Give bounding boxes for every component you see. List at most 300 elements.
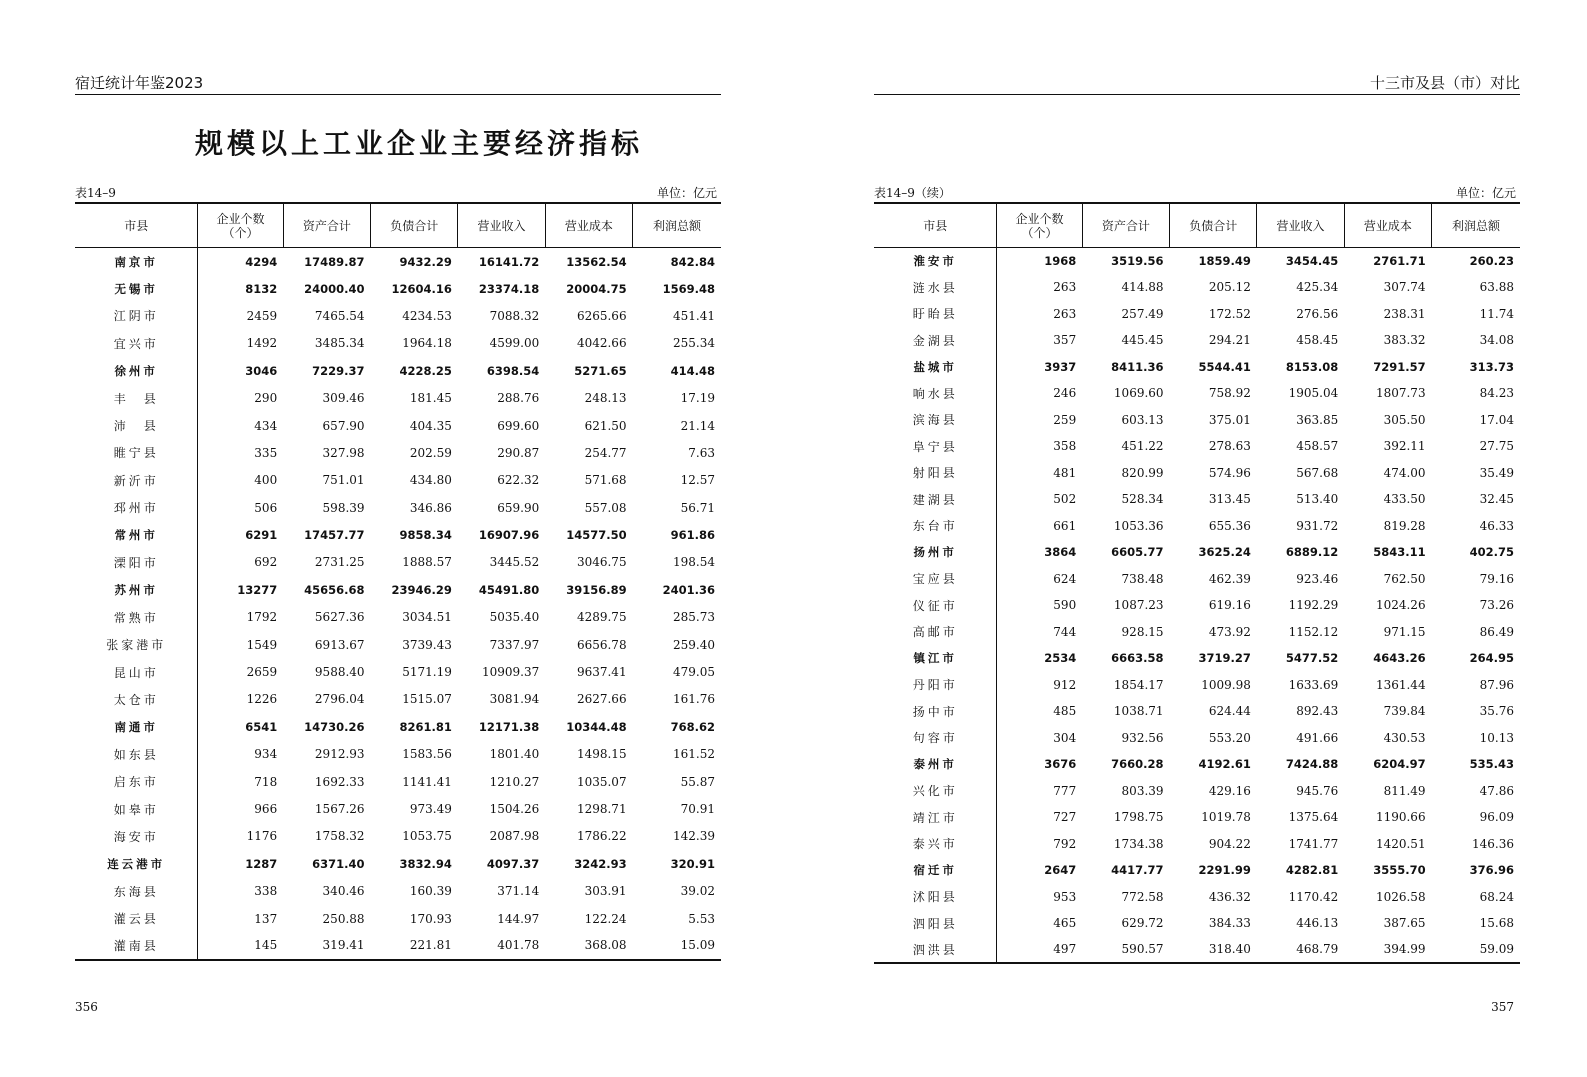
table-cell: 371.14: [497, 884, 540, 899]
table-cell: 313.45: [1208, 492, 1251, 507]
column-header: 资产合计: [283, 203, 370, 248]
table-cell: 161.76: [673, 692, 715, 707]
table-cell: 7291.57: [1373, 359, 1426, 374]
table-cell: 35.49: [1479, 465, 1514, 480]
region-name: 连云港市: [75, 850, 198, 877]
table-cell: 3242.93: [574, 856, 627, 871]
table-row: [874, 274, 1520, 301]
table-cell: 3676: [1044, 757, 1077, 772]
table-cell: 502: [1053, 492, 1077, 507]
table-cell: 1801.40: [489, 747, 540, 762]
table-cell: 39156.89: [566, 582, 627, 597]
table-cell: 27.75: [1479, 439, 1514, 454]
table-cell: 276.56: [1296, 306, 1339, 321]
table-cell: 513.40: [1296, 492, 1339, 507]
region-name: 新沂市: [75, 467, 198, 494]
table-number: 表14–9: [75, 186, 116, 200]
table-row: [874, 513, 1520, 540]
table-cell: 320.91: [670, 856, 715, 871]
table-cell: 624.44: [1208, 704, 1251, 719]
table-cell: 1152.12: [1288, 624, 1339, 639]
table-cell: 394.99: [1383, 942, 1426, 957]
table-cell: 553.20: [1208, 730, 1251, 745]
table-cell: 56.71: [680, 500, 715, 515]
region-name: 邳州市: [75, 494, 198, 521]
region-name: 句容市: [874, 725, 997, 752]
column-header: 企业个数 （个）: [198, 203, 283, 248]
table-cell: 63.88: [1479, 280, 1514, 295]
header-rule: [75, 94, 721, 95]
table-cell: 45656.68: [304, 582, 365, 597]
table-cell: 590.57: [1121, 942, 1164, 957]
table-cell: 250.88: [322, 911, 365, 926]
region-name: 淮安市: [874, 248, 997, 275]
table-cell: 161.52: [673, 747, 715, 762]
table-cell: 304: [1053, 730, 1077, 745]
table-cell: 571.68: [584, 473, 627, 488]
region-name: 苏州市: [75, 576, 198, 603]
region-name: 仪征市: [874, 592, 997, 619]
table-cell: 1504.26: [489, 802, 540, 816]
table-cell: 263: [1053, 306, 1077, 321]
table-cell: 2087.98: [489, 829, 540, 844]
table-cell: 144.97: [497, 911, 540, 926]
table-cell: 5627.36: [314, 610, 365, 625]
region-name: 泰兴市: [874, 831, 997, 858]
table-cell: 1287: [245, 856, 278, 871]
table-cell: 6291: [245, 528, 278, 543]
region-name: 灌南县: [75, 932, 198, 959]
table-row: [75, 631, 721, 658]
column-header: 营业成本: [545, 203, 632, 248]
table-cell: 122.24: [584, 911, 627, 926]
table-cell: 160.39: [409, 884, 452, 899]
table-cell: 357: [1053, 333, 1077, 348]
region-name: 南通市: [75, 713, 198, 740]
table-cell: 655.36: [1208, 518, 1251, 533]
table-row: [874, 539, 1520, 566]
table-cell: 7424.88: [1285, 757, 1339, 772]
table-cell: 433.50: [1383, 492, 1426, 507]
table-cell: 2459: [246, 308, 278, 323]
table-cell: 145: [254, 938, 278, 953]
table-cell: 6663.58: [1111, 651, 1164, 666]
table-cell: 4294: [245, 255, 278, 270]
table-row: [874, 354, 1520, 381]
region-name: 如皋市: [75, 795, 198, 822]
table-cell: 621.50: [584, 418, 627, 433]
region-name: 射阳县: [874, 460, 997, 487]
table-cell: 319.41: [322, 938, 365, 953]
table-cell: 659.90: [497, 500, 540, 515]
table-cell: 699.60: [497, 418, 540, 433]
region-name: 金湖县: [874, 327, 997, 354]
table-cell: 5171.19: [402, 665, 452, 680]
table-cell: 619.16: [1208, 598, 1251, 613]
table-cell: 434: [254, 418, 278, 433]
table-cell: 263: [1053, 280, 1077, 295]
table-cell: 528.34: [1121, 492, 1164, 507]
table-cell: 17.04: [1479, 412, 1514, 427]
table-row: [874, 486, 1520, 513]
table-row: [75, 850, 721, 877]
table-header-row: [75, 203, 721, 248]
table-cell: 819.28: [1383, 518, 1426, 533]
table-cell: 290.87: [497, 445, 540, 460]
region-name: 泗洪县: [874, 937, 997, 964]
table-cell: 4599.00: [489, 336, 540, 351]
header-rule: [874, 94, 1520, 95]
table-cell: 327.98: [322, 445, 365, 460]
table-cell: 1758.32: [314, 829, 365, 844]
region-name: 灌云县: [75, 905, 198, 932]
region-name: 海安市: [75, 823, 198, 850]
table-cell: 803.39: [1121, 783, 1164, 798]
region-name: 盐城市: [874, 354, 997, 381]
table-cell: 2291.99: [1198, 863, 1251, 878]
table-cell: 307.74: [1383, 280, 1426, 295]
table-cell: 1964.18: [402, 336, 452, 351]
table-cell: 1053.75: [402, 829, 452, 844]
region-name: 东台市: [874, 513, 997, 540]
table-cell: 305.50: [1383, 412, 1426, 427]
table-cell: 1024.26: [1375, 598, 1426, 613]
table-cell: 376.96: [1469, 863, 1514, 878]
table-row: [75, 795, 721, 822]
table-cell: 1298.71: [576, 802, 627, 816]
table-cell: 368.08: [584, 938, 627, 953]
table-cell: 2731.25: [314, 555, 365, 570]
table-row: [75, 439, 721, 466]
table-row: [874, 566, 1520, 593]
table-cell: 3625.24: [1198, 545, 1251, 560]
table-cell: 254.77: [584, 445, 627, 460]
table-cell: 1035.07: [576, 774, 627, 789]
table-cell: 205.12: [1208, 280, 1251, 295]
table-cell: 468.79: [1296, 942, 1339, 957]
table-cell: 7465.54: [314, 308, 365, 323]
region-name: 启东市: [75, 768, 198, 795]
table-cell: 255.34: [673, 336, 715, 351]
table-cell: 1170.42: [1288, 889, 1339, 904]
table-cell: 590: [1053, 598, 1077, 613]
table-cell: 17457.77: [304, 528, 365, 543]
table-cell: 762.50: [1383, 571, 1426, 586]
table-cell: 1009.98: [1201, 677, 1251, 692]
table-cell: 86.49: [1479, 624, 1514, 639]
table-row: [874, 804, 1520, 831]
table-cell: 8411.36: [1111, 359, 1164, 374]
table-row: [75, 330, 721, 357]
table-cell: 137: [254, 911, 278, 926]
table-cell: 657.90: [322, 418, 365, 433]
table-cell: 3719.27: [1198, 651, 1251, 666]
table-cell: 1792: [246, 610, 278, 625]
table-cell: 1192.29: [1288, 598, 1339, 613]
region-name: 阜宁县: [874, 433, 997, 460]
table-cell: 6656.78: [576, 637, 627, 652]
table-row: [874, 884, 1520, 911]
table-row: [874, 937, 1520, 964]
table-cell: 792: [1053, 836, 1077, 851]
table-cell: 945.76: [1296, 783, 1339, 798]
table-cell: 14730.26: [304, 719, 365, 734]
region-name: 常州市: [75, 521, 198, 548]
page-title: 规模以上工业企业主要经济指标: [195, 127, 644, 160]
table-cell: 473.92: [1208, 624, 1251, 639]
table-cell: 1569.48: [662, 281, 715, 296]
column-header: 负债合计: [371, 203, 458, 248]
table-cell: 1420.51: [1375, 836, 1426, 851]
table-cell: 1498.15: [576, 747, 627, 762]
table-cell: 5477.52: [1285, 651, 1339, 666]
table-cell: 170.93: [409, 911, 452, 926]
table-row: [874, 725, 1520, 752]
table-cell: 8153.08: [1285, 359, 1339, 374]
table-cell: 39.02: [680, 884, 715, 899]
region-name: 宿迁市: [874, 857, 997, 884]
region-name: 太仓市: [75, 686, 198, 713]
table-cell: 6265.66: [576, 308, 627, 323]
table-cell: 692: [254, 555, 278, 570]
table-cell: 3034.51: [402, 610, 452, 625]
table-row: [75, 686, 721, 713]
column-header: 营业收入: [458, 203, 545, 248]
table-cell: 303.91: [584, 884, 627, 899]
table-row: [874, 645, 1520, 672]
table-cell: 59.09: [1479, 942, 1514, 957]
table-cell: 221.81: [409, 938, 452, 953]
table-cell: 47.86: [1479, 783, 1514, 798]
table-cell: 567.68: [1296, 465, 1339, 480]
table-cell: 46.33: [1479, 518, 1514, 533]
table-row: [874, 433, 1520, 460]
table-cell: 768.62: [670, 719, 715, 734]
table-row: [75, 384, 721, 411]
table-row: [75, 521, 721, 548]
table-cell: 288.76: [497, 391, 540, 406]
indicator-table-continued: [874, 202, 1520, 964]
table-cell: 904.22: [1208, 836, 1251, 851]
table-cell: 23946.29: [391, 582, 452, 597]
region-name: 张家港市: [75, 631, 198, 658]
section-header: 十三市及县（市）对比: [1369, 74, 1520, 92]
table-cell: 4192.61: [1198, 757, 1251, 772]
table-cell: 6889.12: [1285, 545, 1339, 560]
table-cell: 738.48: [1121, 571, 1164, 586]
column-header: 负债合计: [1170, 203, 1257, 248]
region-name: 丹阳市: [874, 672, 997, 699]
table-cell: 3832.94: [399, 856, 452, 871]
table-cell: 414.48: [670, 363, 715, 378]
table-cell: 622.32: [497, 473, 540, 488]
table-cell: 5271.65: [574, 363, 627, 378]
table-cell: 2912.93: [314, 747, 365, 762]
table-cell: 6541: [245, 719, 278, 734]
table-cell: 1741.77: [1288, 836, 1339, 851]
table-row: [75, 823, 721, 850]
table-cell: 481: [1053, 465, 1077, 480]
table-cell: 6398.54: [486, 363, 540, 378]
table-cell: 4234.53: [402, 308, 452, 323]
column-header: 营业收入: [1257, 203, 1344, 248]
table-cell: 392.11: [1383, 439, 1426, 454]
table-row: [75, 604, 721, 631]
table-cell: 3046.75: [576, 555, 627, 570]
table-cell: 451.22: [1121, 439, 1164, 454]
table-row: [75, 275, 721, 302]
table-cell: 458.45: [1296, 333, 1339, 348]
table-cell: 425.34: [1296, 280, 1339, 295]
region-name: 涟水县: [874, 274, 997, 301]
table-cell: 751.01: [322, 473, 365, 488]
table-cell: 603.13: [1121, 412, 1164, 427]
table-row: [874, 327, 1520, 354]
table-unit: 单位：亿元: [656, 186, 717, 200]
column-header: 利润总额: [1432, 203, 1520, 248]
table-cell: 9588.40: [314, 665, 365, 680]
region-name: 滨海县: [874, 407, 997, 434]
table-cell: 1549: [246, 637, 278, 652]
table-cell: 24000.40: [304, 281, 365, 296]
table-cell: 1069.60: [1113, 386, 1164, 401]
table-row: [75, 713, 721, 740]
table-cell: 55.87: [680, 774, 715, 789]
table-cell: 3445.52: [489, 555, 540, 570]
table-cell: 820.99: [1121, 465, 1164, 480]
table-cell: 1859.49: [1198, 254, 1251, 268]
region-name: 沭阳县: [874, 884, 997, 911]
table-cell: 912: [1053, 677, 1077, 692]
table-cell: 10.13: [1479, 730, 1514, 745]
table-cell: 1854.17: [1113, 677, 1164, 692]
table-cell: 8261.81: [399, 719, 452, 734]
table-cell: 506: [254, 500, 278, 515]
table-cell: 458.57: [1296, 439, 1339, 454]
region-name: 南京市: [75, 248, 198, 275]
table-cell: 335: [254, 445, 278, 460]
table-cell: 446.13: [1296, 916, 1339, 931]
table-cell: 1210.27: [489, 774, 540, 789]
table-cell: 966: [254, 802, 278, 816]
table-cell: 436.32: [1208, 889, 1251, 904]
table-cell: 363.85: [1296, 412, 1339, 427]
region-name: 镇江市: [874, 645, 997, 672]
table-cell: 96.09: [1479, 810, 1514, 825]
table-cell: 12.57: [680, 473, 715, 488]
table-cell: 1141.41: [402, 774, 452, 789]
table-cell: 727: [1053, 810, 1077, 825]
table-cell: 661: [1053, 518, 1077, 533]
table-cell: 346.86: [409, 500, 452, 515]
table-cell: 1807.73: [1375, 386, 1426, 401]
table-cell: 4417.77: [1111, 863, 1164, 878]
table-cell: 15.09: [680, 938, 715, 953]
table-row: [874, 778, 1520, 805]
table-row: [874, 751, 1520, 778]
table-cell: 758.92: [1208, 386, 1251, 401]
table-cell: 400: [254, 473, 278, 488]
table-cell: 246: [1053, 386, 1077, 401]
table-cell: 718: [254, 774, 278, 789]
table-cell: 10909.37: [481, 665, 540, 680]
table-cell: 3937: [1044, 359, 1077, 374]
region-name: 无锡市: [75, 275, 198, 302]
table-cell: 7660.28: [1111, 757, 1164, 772]
table-cell: 3864: [1044, 545, 1077, 560]
table-cell: 535.43: [1469, 757, 1514, 772]
table-cell: 811.49: [1383, 783, 1426, 798]
region-name: 宜兴市: [75, 330, 198, 357]
table-cell: 3081.94: [489, 692, 540, 707]
table-cell: 1798.75: [1113, 810, 1164, 825]
table-cell: 402.75: [1469, 545, 1514, 560]
table-cell: 928.15: [1121, 624, 1164, 639]
table-cell: 2401.36: [662, 582, 715, 597]
table-cell: 278.63: [1208, 439, 1251, 454]
table-cell: 285.73: [673, 610, 715, 625]
table-row: [874, 301, 1520, 328]
table-row: [874, 619, 1520, 646]
table-cell: 17489.87: [304, 255, 365, 270]
table-cell: 198.54: [673, 555, 715, 570]
table-cell: 1053.36: [1113, 518, 1164, 533]
table-row: [75, 905, 721, 932]
table-cell: 414.88: [1121, 280, 1164, 295]
table-cell: 16907.96: [478, 528, 540, 543]
table-cell: 557.08: [584, 500, 627, 515]
table-cell: 5843.11: [1373, 545, 1426, 560]
table-cell: 451.41: [673, 308, 715, 323]
table-cell: 14577.50: [566, 528, 627, 543]
table-cell: 79.16: [1479, 571, 1514, 586]
table-cell: 7229.37: [312, 363, 365, 378]
region-name: 溧阳市: [75, 549, 198, 576]
table-cell: 4097.37: [486, 856, 540, 871]
table-row: [874, 698, 1520, 725]
table-cell: 1361.44: [1375, 677, 1426, 692]
region-name: 沛 县: [75, 412, 198, 439]
table-cell: 3454.45: [1285, 254, 1339, 268]
table-row: [874, 910, 1520, 937]
table-cell: 21.14: [680, 418, 715, 433]
table-cell: 934: [254, 747, 278, 762]
table-cell: 1492: [246, 336, 278, 351]
table-cell: 1226: [246, 692, 278, 707]
table-cell: 3046: [245, 363, 278, 378]
table-cell: 1176: [246, 829, 278, 844]
right-page: [874, 0, 1520, 1077]
table-cell: 479.05: [673, 665, 715, 680]
column-header: 市县: [75, 203, 198, 248]
table-cell: 23374.18: [478, 281, 540, 296]
region-name: 兴化市: [874, 778, 997, 805]
table-cell: 629.72: [1121, 916, 1164, 931]
region-name: 扬州市: [874, 539, 997, 566]
left-page: [75, 0, 721, 1077]
table-cell: 84.23: [1479, 386, 1514, 401]
table-row: [75, 357, 721, 384]
table-row: [75, 877, 721, 904]
table-cell: 3555.70: [1373, 863, 1426, 878]
table-cell: 238.31: [1383, 306, 1426, 321]
table-cell: 264.95: [1469, 651, 1514, 666]
table-row: [75, 494, 721, 521]
table-cell: 16141.72: [478, 255, 540, 270]
table-cell: 2647: [1044, 863, 1077, 878]
table-row: [75, 768, 721, 795]
table-cell: 1786.22: [576, 829, 627, 844]
